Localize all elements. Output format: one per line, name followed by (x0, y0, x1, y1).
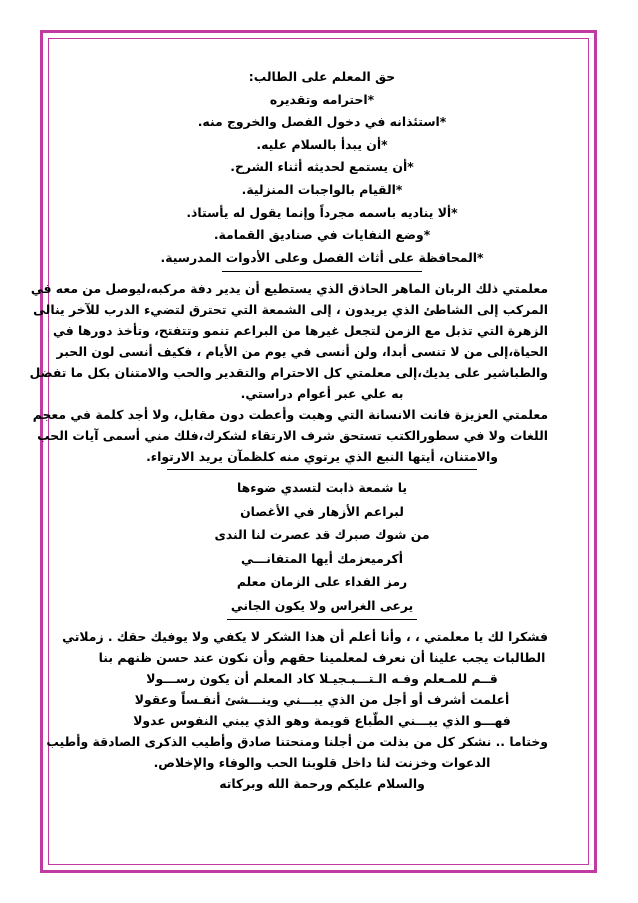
poem-verse: من شوك صبرك قد عصرت لنا الندى (214, 527, 430, 543)
verse-line: أعلمت أشرف أو أجل من الذي يبـــني وينـــشئ أنفـساً وعقولا (134, 692, 510, 708)
closing-section (46, 626, 548, 794)
salutation: والسلام عليكم ورحمة الله وبركاته (219, 776, 425, 792)
divider-line (222, 271, 422, 272)
paragraph-line: به علي عبر أعوام دراستي. (240, 386, 404, 402)
verse-line: قــم للمـعلم وفـه الـتـــبـجيـلا كاد المعلم أن يكون رســـولا (146, 671, 498, 687)
poem-verse: لبراعم الأزهار في الأغصان (240, 503, 404, 519)
student-duties-section (96, 66, 548, 269)
duty-item: *أن يبدأ بالسلام عليه. (256, 136, 388, 152)
paragraph-line: الحياة،إلى من لا تنسى أبدا، ولن أنسى في يوم من الأيام ، فكيف أنسى لون الحبر (56, 344, 548, 360)
duty-item: *ألا يناديه باسمه مجرداً وإنما يقول له يأستاذ. (186, 204, 458, 220)
paragraph-line: معلمتي ذلك الربان الماهر الحاذق الذي يستطيع أن يدير دفة مركبه،ليوصل من معه في (30, 281, 548, 297)
dear-teacher-paragraph (32, 404, 548, 467)
duty-item: *أن يستمع لحديثه أثناء الشرح. (230, 159, 414, 175)
duty-item: *استئذانه في دخول الفصل والخروج منه. (197, 114, 447, 130)
poem-verse: يرعى الغراس ولا يكون الجاني (230, 597, 414, 613)
closing-line: وختاما .. نشكر كل من بذلت من أجلنا ومنحتنا صادق وأطيب الذكرى الصادقة وأطيب (46, 734, 548, 750)
closing-line: الدعوات وخزنت لنا داخل قلوبنا الحب والوفاء والإخلاص. (153, 755, 491, 771)
divider-line (227, 619, 417, 620)
duty-item: *المحافظة على أثاث الفصل وعلى الأدوات المدرسية. (160, 249, 484, 265)
paragraph-line: معلمتي العزيزة فانت الانسانة التي وهبت وأعطت دون مقابل، ولا أجد كلمة في معجم (32, 407, 548, 423)
divider-line (167, 469, 477, 470)
teacher-tribute-paragraph (29, 278, 548, 404)
document-body (29, 66, 548, 794)
closing-line: الطالبات يجب علينا أن نعرف لمعلمينا حقهم وأن نكون عند حسن ظنهم بنا (98, 650, 546, 666)
section-heading: حق المعلم على الطالب: (248, 69, 396, 84)
paragraph-line: المركب إلى الشاطئ الذي يريدون ، إلى الشمعة التي تحترق لتضيء الدرب للآخر ينالى (33, 302, 548, 318)
poem-verse: يا شمعة ذابت لتسدي ضوءها (236, 480, 408, 496)
paragraph-line: الزهرة التي تذبل مع الزمن لتجعل غيرها من البراعم تنمو وتتفتح، وتأخذ دورها في (53, 323, 548, 339)
poem-verse: أكرميعزمك أيها المتفانـــي (241, 550, 403, 566)
paragraph-line: والطباشير على يديك،إلى معلمتي كل الاحترام والتقدير والحب والامتنان بكل ما تفضل (29, 365, 548, 381)
duty-item: *احترامه وتقديره (269, 91, 375, 107)
duty-item: *القيام بالواجبات المنزلية. (241, 181, 403, 197)
poem-section (96, 476, 548, 617)
verse-line: فهـــو الذي يبـــني الطّباع قويمة وهو الذي يبني النفوس عدولا (133, 713, 511, 729)
duty-item: *وضع النفايات في صناديق القمامة. (213, 227, 431, 243)
paragraph-line: اللغات ولا في سطورالكتب تستحق شرف الارتقاء لشكرك،فلك مني أسمى آيات الحب (37, 428, 548, 444)
poem-verse: رمز الفداء على الزمان معلم (236, 574, 408, 590)
paragraph-line: والامتنان، أيتها النبع الذي يرتوي منه كلظمآن يريد الارتواء. (146, 449, 498, 465)
closing-line: فشكرا لك يا معلمتي ، ، وأنا أعلم أن هذا الشكر لا يكفي ولا يوفيك حقك . زملاتي (62, 629, 548, 645)
